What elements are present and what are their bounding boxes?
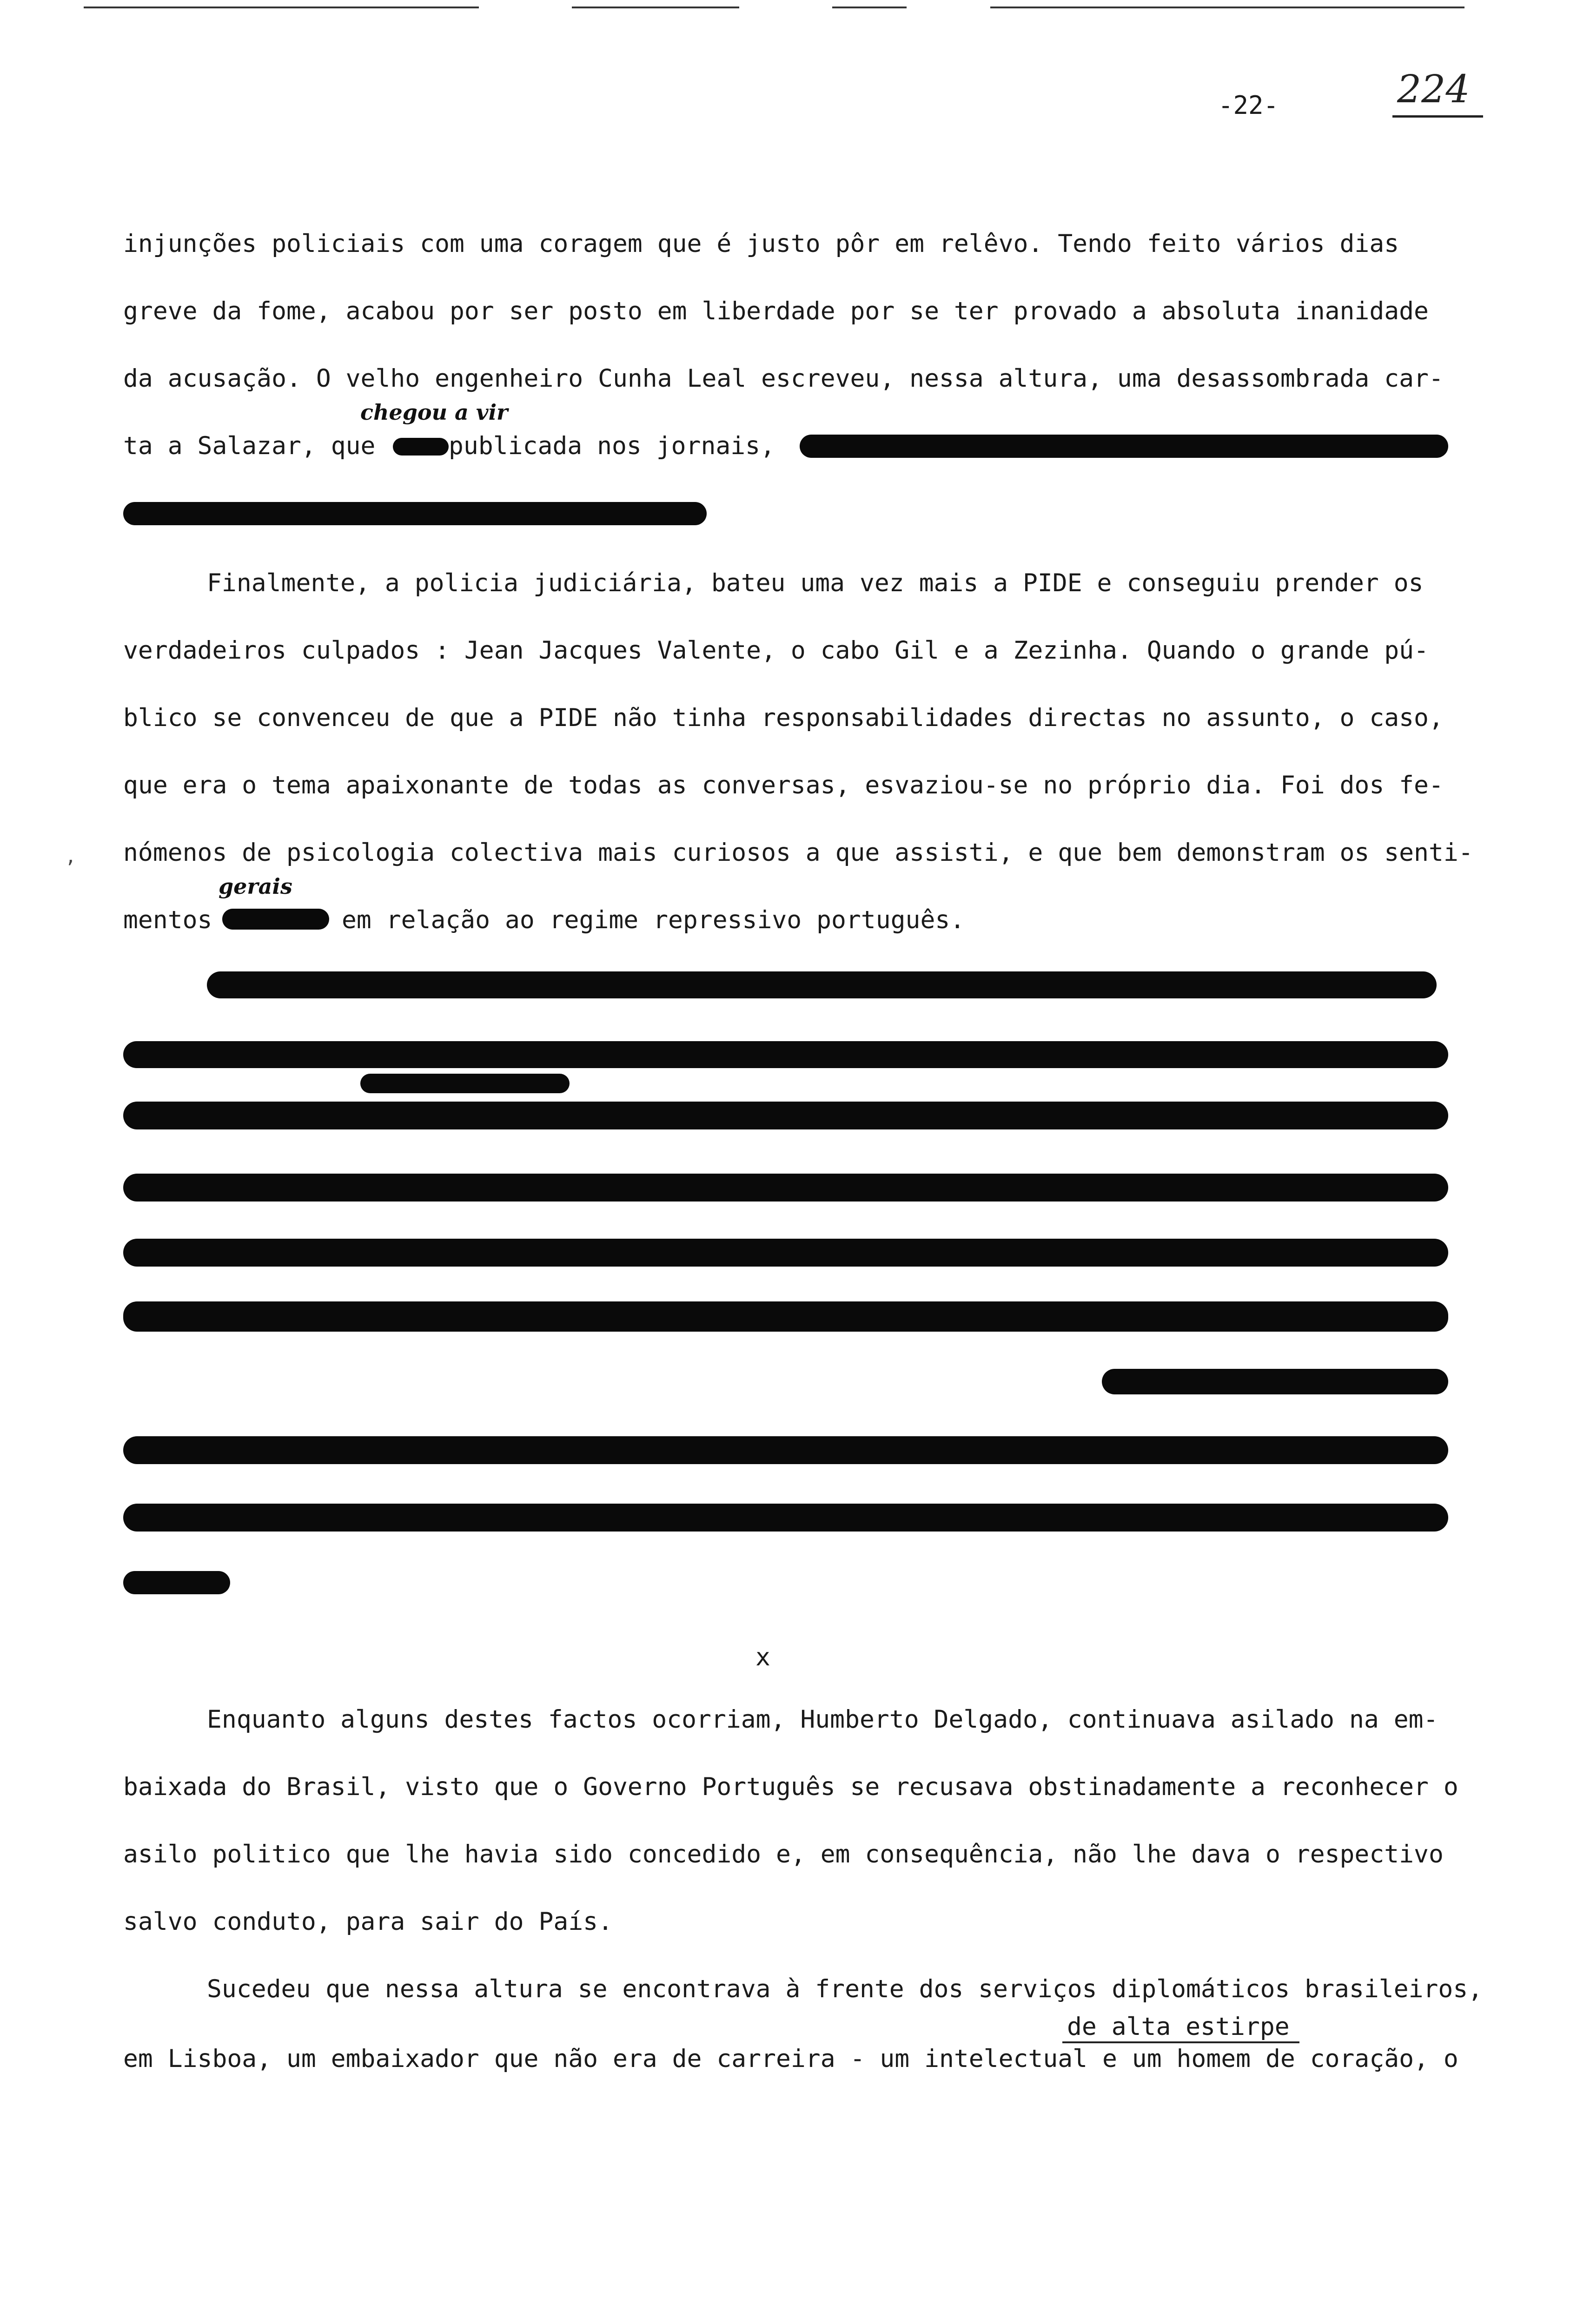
redaction-bar	[1102, 1369, 1448, 1394]
redaction-bar	[360, 1074, 570, 1093]
redaction-bar	[123, 1571, 230, 1594]
section-separator: x	[755, 1643, 770, 1671]
text-line: Sucedeu que nessa altura se encontrava à frente dos serviços diplomáticos brasileiros,	[207, 1975, 1483, 2003]
top-rule	[990, 7, 1464, 8]
insert-underline	[1062, 2041, 1299, 2043]
text-line: em Lisboa, um embaixador que não era de carreira - um intelectual e um homem de coração, o	[123, 2045, 1458, 2073]
text-line: que era o tema apaixonante de todas as conversas, esvaziou-se no próprio dia. Foi dos fe-	[123, 771, 1444, 799]
top-rule	[84, 7, 479, 8]
redaction-bar	[123, 502, 707, 525]
text-line: ta a Salazar, que	[123, 432, 376, 460]
redaction-bar	[123, 1102, 1448, 1129]
handwritten-insert: chegou a vir	[360, 400, 508, 425]
text-line: injunções policiais com uma coragem que é justo pôr em relêvo. Tendo feito vários dias	[123, 230, 1399, 258]
redaction-bar	[800, 435, 1448, 458]
redaction-bar	[222, 909, 329, 930]
text-line: publicada nos jornais,	[449, 432, 775, 460]
handwritten-number-underline	[1392, 115, 1483, 118]
redaction-bar	[123, 1301, 1448, 1332]
redaction-bar	[123, 1041, 1448, 1068]
page-number: -22-	[1218, 91, 1279, 120]
top-rule	[572, 7, 739, 8]
text-line: salvo conduto, para sair do País.	[123, 1908, 613, 1936]
redaction-bar	[393, 438, 449, 456]
handwritten-insert: gerais	[219, 874, 292, 899]
redaction-bar	[123, 1239, 1448, 1267]
margin-mark: ,	[65, 846, 77, 867]
text-line: blico se convenceu de que a PIDE não tinha responsabilidades directas no assunto, o caso,	[123, 704, 1444, 732]
text-line: baixada do Brasil, visto que o Governo Português se recusava obstinadamente a reconhecer o	[123, 1773, 1458, 1801]
redaction-bar	[123, 1436, 1448, 1464]
text-line: Finalmente, a policia judiciária, bateu uma vez mais a PIDE e conseguiu prender os	[207, 569, 1424, 597]
text-line: mentos	[123, 906, 212, 934]
text-line: nómenos de psicologia colectiva mais curiosos a que assisti, e que bem demonstram os senti-	[123, 838, 1473, 867]
redaction-bar	[123, 1174, 1448, 1202]
text-line: Enquanto alguns destes factos ocorriam, Humberto Delgado, continuava asilado na em-	[207, 1705, 1438, 1734]
handwritten-page-number: 224	[1397, 67, 1470, 112]
text-line: asilo politico que lhe havia sido concedido e, em consequência, não lhe dava o respectivo	[123, 1840, 1444, 1868]
text-line: em relação ao regime repressivo português.	[342, 906, 965, 934]
text-line: da acusação. O velho engenheiro Cunha Leal escreveu, nessa altura, uma desassombrada car-	[123, 364, 1444, 393]
text-line: verdadeiros culpados : Jean Jacques Valente, o cabo Gil e a Zezinha. Quando o grande pú-	[123, 636, 1429, 665]
typed-insert: de alta estirpe	[1067, 2013, 1290, 2041]
redaction-bar	[207, 971, 1437, 998]
redaction-bar	[123, 1504, 1448, 1532]
top-rule	[832, 7, 907, 8]
text-line: greve da fome, acabou por ser posto em liberdade por se ter provado a absoluta inanidade	[123, 297, 1429, 325]
